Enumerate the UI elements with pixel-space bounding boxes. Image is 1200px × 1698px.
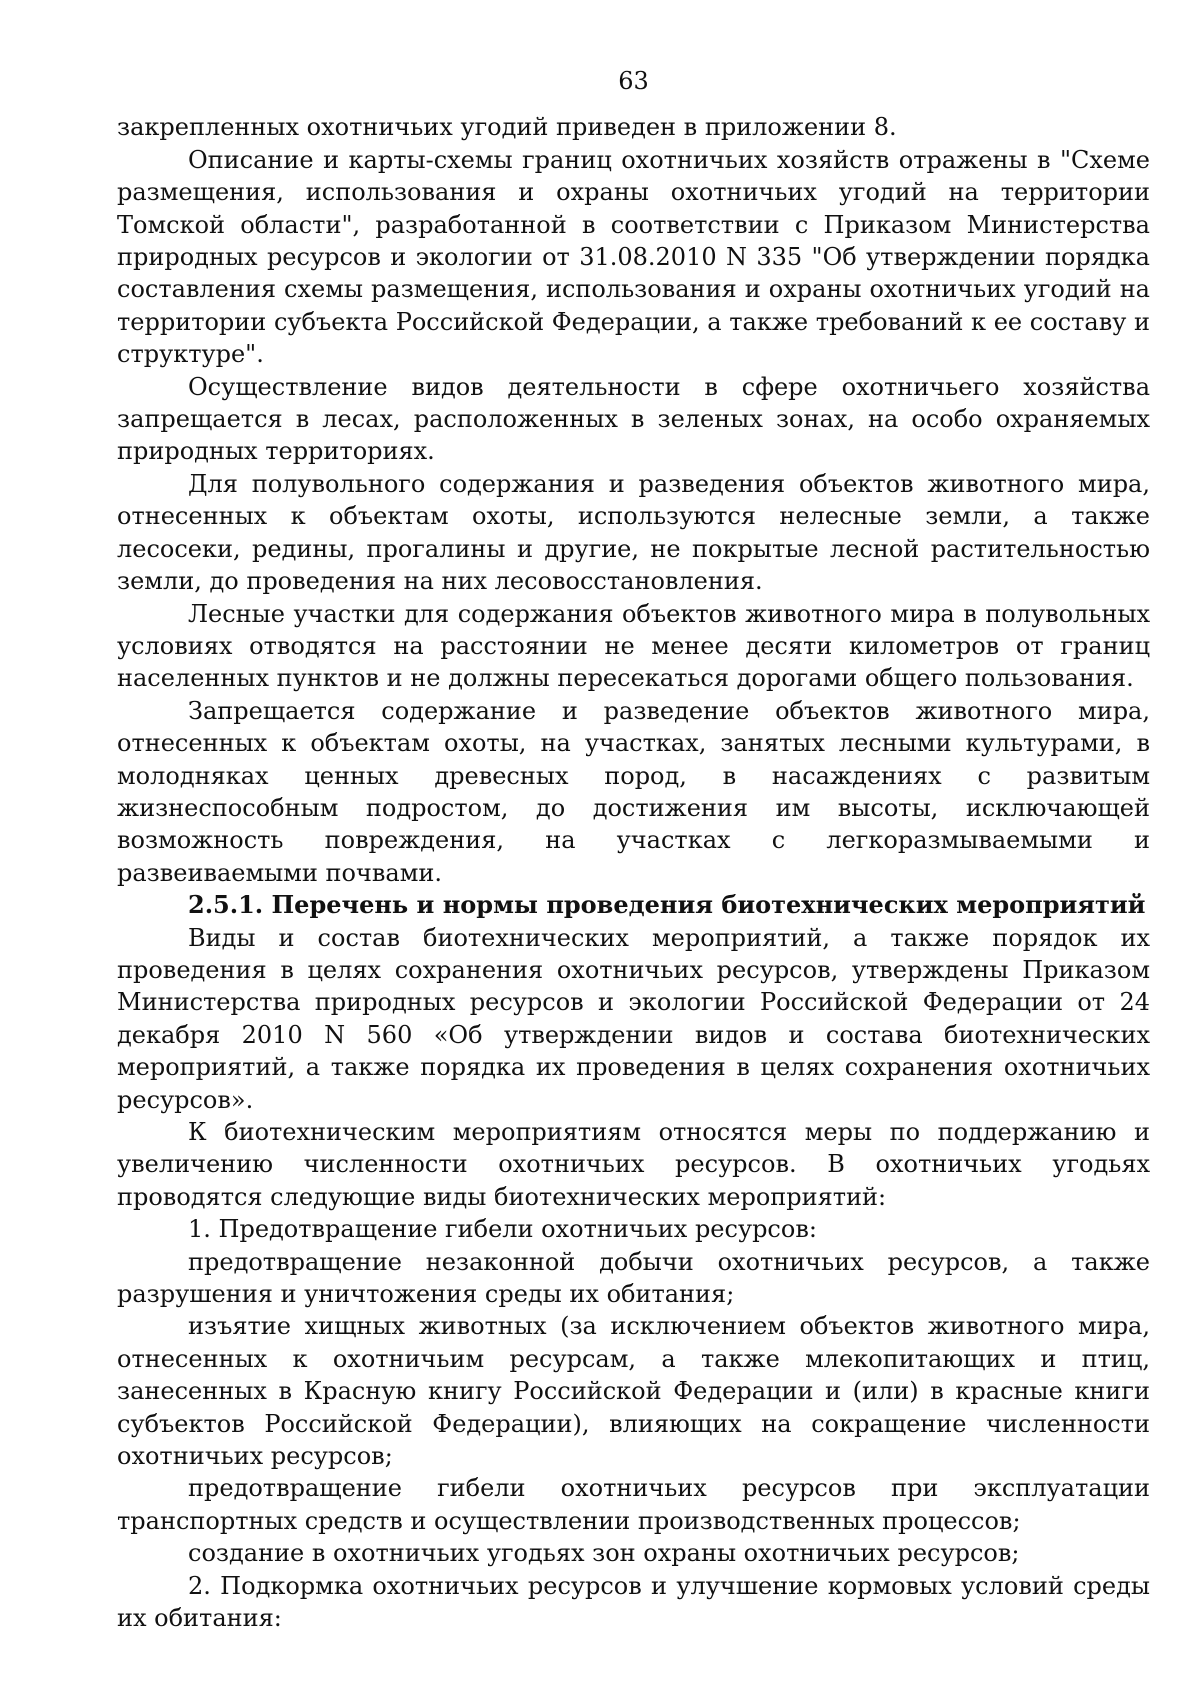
paragraph-prohibited-forests: Осуществление видов деятельности в сфере охотничьего хозяйства запрещается в лесах, расположенных в зеленых зонах, на особо охраняемых природных территориях. [117, 372, 1150, 466]
list-item-2-heading: 2. Подкормка охотничьих ресурсов и улучшение кормовых условий среды их обитания: [117, 1571, 1150, 1633]
list-item-predator-removal: изъятие хищных животных (за исключением объектов животного мира, отнесенных к охотничьим ресурсам, а также млекопитающих и птиц, занесенных в Красную книгу Российской Федерации и (или) в красные книги субъектов Российской Федерации), влияющих на сокращение численности охотничьих ресурсов; [117, 1312, 1150, 1471]
paragraph-forest-plots-distance: Лесные участки для содержания объектов животного мира в полувольных условиях отводятся на расстоянии не менее десяти километров от границ населенных пунктов и не должны пересекаться дорогами общего пользования. [117, 599, 1150, 693]
list-item-transport-prevention: предотвращение гибели охотничьих ресурсов при эксплуатации транспортных средств и осуществлении производственных процессов; [117, 1474, 1150, 1535]
paragraph-scheme-description: Описание и карты-схемы границ охотничьих хозяйств отражены в "Схеме размещения, использования и охраны охотничьих угодий на территории Томской области", разработанной в соответствии с Приказом Министерства природных ресурсов и экологии от 31.08.2010 N 335 "Об утверждении порядка составления схемы размещения, использования и охраны охотничьих угодий на территории субъекта Российской Федерации, а также требований к ее составу и структуре". [117, 145, 1150, 369]
list-item-1-heading: 1. Предотвращение гибели охотничьих ресурсов: [188, 1215, 817, 1244]
paragraph-biotech-measures: К биотехническим мероприятиям относятся меры по поддержанию и увеличению численности охотничьих ресурсов. В охотничьих угодьях проводятся следующие виды биотехнических мероприятий: [117, 1118, 1150, 1211]
paragraph-continuation: закрепленных охотничьих угодий приведен в приложении 8. [117, 113, 897, 142]
page-number: 63 [618, 67, 649, 95]
section-heading-2-5-1: 2.5.1. Перечень и нормы проведения биотехнических мероприятий [188, 890, 1146, 920]
paragraph-keeping-prohibited: Запрещается содержание и разведение объектов животного мира, отнесенных к объектам охоты, на участках, занятых лесными культурами, в молодняках ценных древесных пород, в насаждениях с развитым жизнеспособным подростом, до достижения им высоты, исключающей возможность повреждения, на участках с легкоразмываемыми и развеиваемыми почвами. [117, 696, 1150, 887]
list-item-protection-zones: создание в охотничьих угодьях зон охраны охотничьих ресурсов; [188, 1539, 1020, 1568]
list-item-illegal-hunting: предотвращение незаконной добычи охотничьих ресурсов, а также разрушения и уничтожения среды их обитания; [117, 1247, 1150, 1309]
paragraph-biotech-order: Виды и состав биотехнических мероприятий, а также порядок их проведения в целях сохранения охотничьих ресурсов, утверждены Приказом Министерства природных ресурсов и экологии Российской Федерации от 24 декабря 2010 N 560 «Об утверждении видов и состава биотехнических мероприятий, а также порядка их проведения в целях сохранения охотничьих ресурсов». [117, 923, 1150, 1114]
paragraph-semi-free-keeping: Для полувольного содержания и разведения объектов животного мира, отнесенных к объектам охоты, используются нелесные земли, а также лесосеки, редины, прогалины и другие, не покрытые лесной растительностью земли, до проведения на них лесовосстановления. [117, 469, 1150, 596]
